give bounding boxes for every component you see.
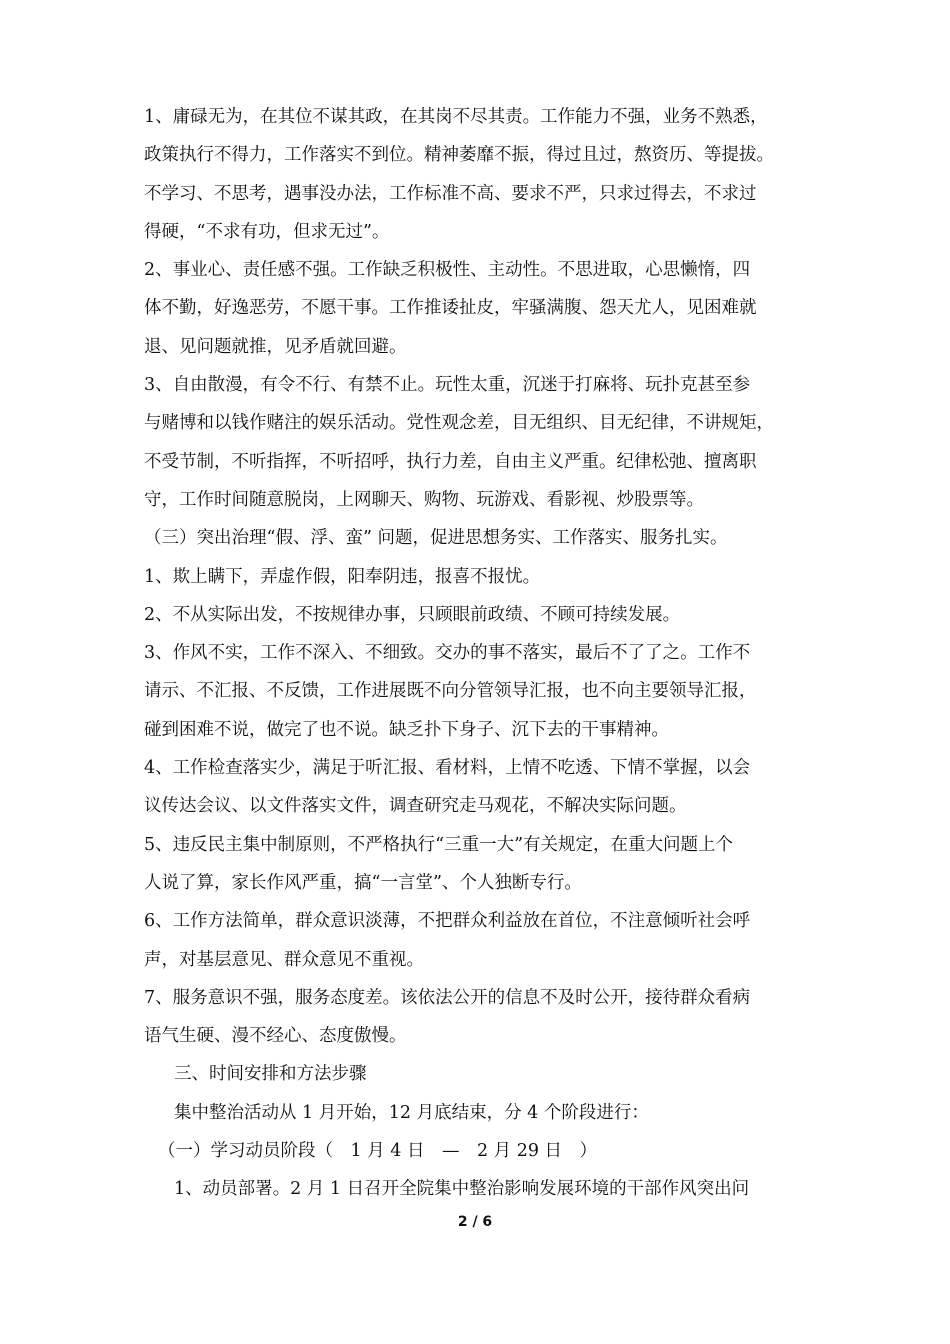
text-line: 不学习、不思考，遇事没办法，工作标准不高、要求不严，只求过得去，不求过 xyxy=(144,183,757,204)
text-line: 碰到困难不说，做完了也不说。缺乏扑下身子、沉下去的干事精神。 xyxy=(144,719,669,740)
text-line: 3、作风不实，工作不深入、不细致。交办的事不落实，最后不了了之。工作不 xyxy=(144,643,751,664)
page-number: 2 / 6 xyxy=(457,1214,493,1230)
text-line: 议传达会议、以文件落实文件，调查研究走马观花，不解决实际问题。 xyxy=(144,796,687,817)
text-line: 2、不从实际出发，不按规律办事，只顾眼前政绩、不顾可持续发展。 xyxy=(144,604,681,625)
text-line: 请示、不汇报、不反馈，工作进展既不向分管领导汇报，也不向主要领导汇报， xyxy=(144,681,757,702)
text-line: 2、事业心、责任感不强。工作缺乏积极性、主动性。不思进取，心思懒惰，四 xyxy=(144,260,751,281)
section-heading: 三、时间安排和方法步骤 xyxy=(174,1064,367,1085)
text-line: 7、服务意识不强，服务态度差。该依法公开的信息不及时公开，接待群众看病 xyxy=(144,987,751,1008)
text-line: 4、工作检查落实少，满足于听汇报、看材料，上情不吃透、下情不掌握，以会 xyxy=(144,758,751,779)
text-line: 3、自由散漫，有令不行、有禁不止。玩性太重，沉迷于打麻将、玩扑克甚至参 xyxy=(144,375,751,396)
text-line: 6、工作方法简单，群众意识淡薄，不把群众利益放在首位，不注意倾听社会呼 xyxy=(144,911,751,932)
section-heading: （三）突出治理“假、浮、蛮” 问题，促进思想务实、工作落实、服务扎实。 xyxy=(144,528,728,549)
text-line: 与赌博和以钱作赌注的娱乐活动。党性观念差，目无组织、目无纪律，不讲规矩， xyxy=(144,413,774,434)
text-line: 不受节制，不听指挥，不听招呼，执行力差，自由主义严重。纪律松弛、擅离职 xyxy=(144,451,757,472)
text-line: 1、动员部署。2 月 1 日召开全院集中整治影响发展环境的干部作风突出问 xyxy=(174,1179,750,1200)
text-line: 1、欺上瞒下，弄虚作假，阳奉阴违，报喜不报忧。 xyxy=(144,566,541,587)
text-line: 5、违反民主集中制原则，不严格执行“三重一大”有关规定，在重大问题上个 xyxy=(144,834,734,855)
text-line: 政策执行不得力，工作落实不到位。精神萎靡不振，得过且过，熬资历、等提拔。 xyxy=(144,145,774,166)
text-line: 声，对基层意见、群众意见不重视。 xyxy=(144,949,424,970)
text-line: 体不勤，好逸恶劳，不愿干事。工作推诿扯皮，牢骚满腹、怨天尤人，见困难就 xyxy=(144,298,757,319)
text-line: 集中整治活动从 1 月开始，12 月底结束，分 4 个阶段进行： xyxy=(174,1102,649,1123)
text-line: 1、庸碌无为，在其位不谋其政，在其岗不尽其责。工作能力不强，业务不熟悉， xyxy=(144,107,768,127)
subsection-heading: （一）学习动员阶段（ 1 月 4 日 — 2 月 29 日 ） xyxy=(158,1141,598,1162)
text-line: 退、见问题就推，见矛盾就回避。 xyxy=(144,336,407,357)
text-line: 语气生硬、漫不经心、态度傲慢。 xyxy=(144,1026,407,1047)
text-line: 守，工作时间随意脱岗，上网聊天、购物、玩游戏、看影视、炒股票等。 xyxy=(144,489,704,510)
text-line: 得硬，“不求有功，但求无过”。 xyxy=(144,221,390,242)
text-line: 人说了算，家长作风严重，搞“一言堂”、个人独断专行。 xyxy=(144,872,582,893)
document-body xyxy=(144,98,834,1209)
